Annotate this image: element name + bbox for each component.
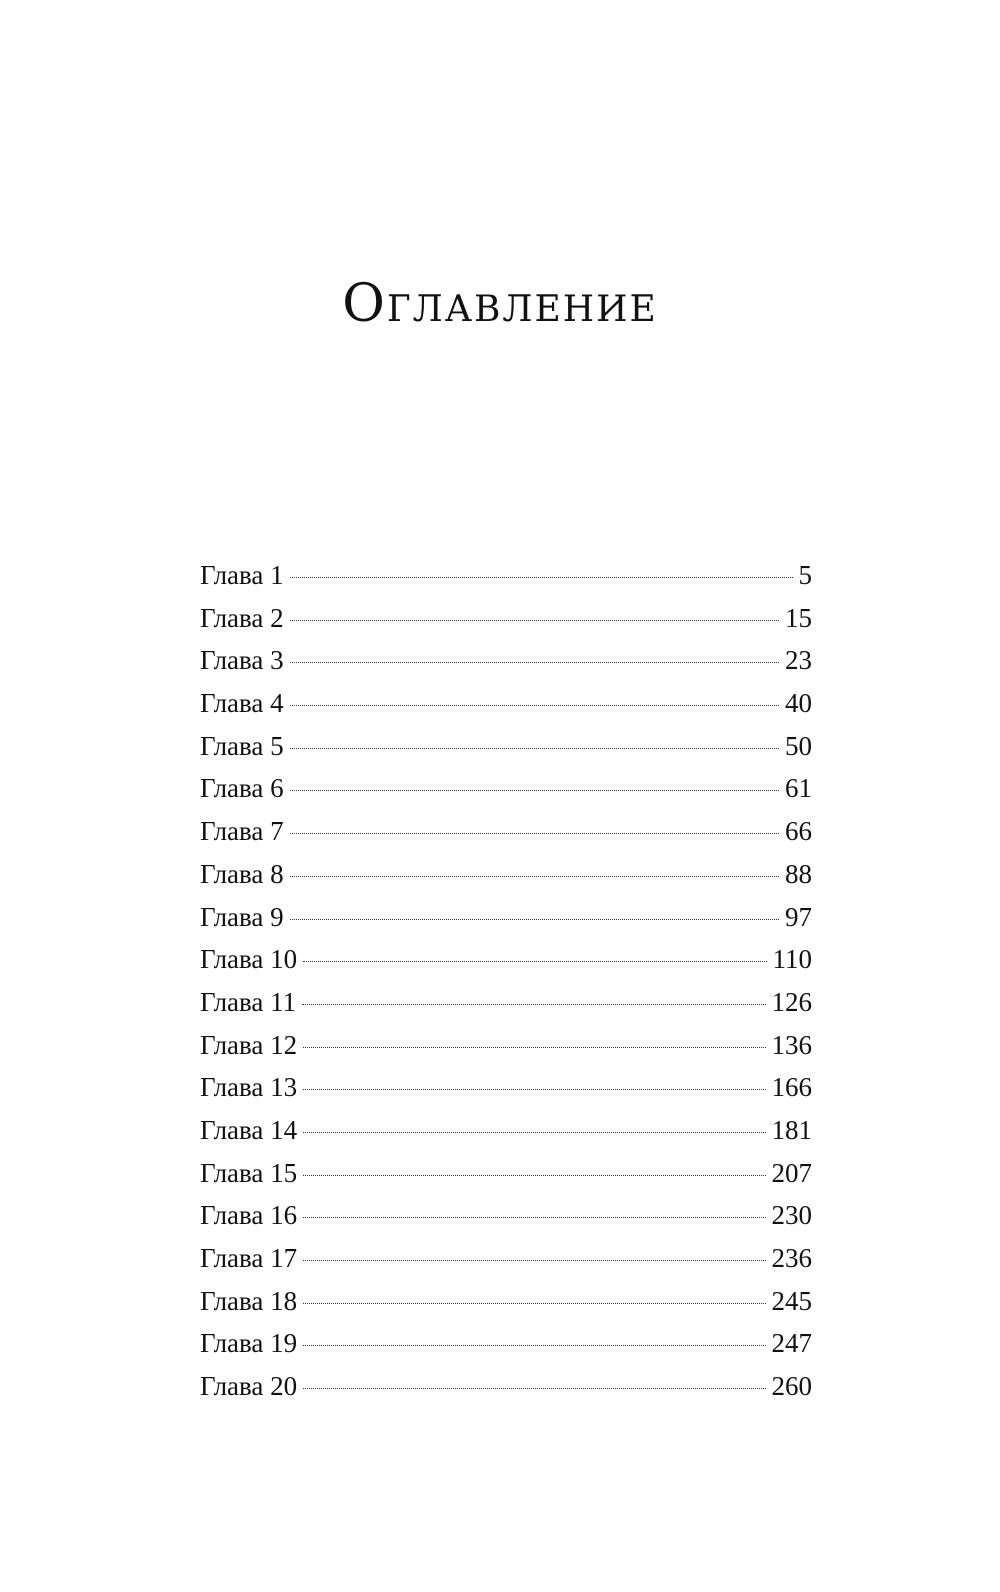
toc-entry-label: Глава 15 — [200, 1157, 298, 1188]
toc-entry[interactable] — [200, 1024, 812, 1067]
toc-entry-label: Глава 4 — [200, 688, 284, 719]
dot-leader — [290, 875, 779, 877]
toc-entry[interactable] — [200, 597, 812, 640]
dot-leader — [290, 576, 793, 578]
toc-entry-page-number: 23 — [785, 645, 812, 676]
dot-leader — [303, 1216, 765, 1218]
toc-entry-label: Глава 20 — [200, 1371, 298, 1402]
toc-entry[interactable] — [200, 725, 812, 768]
toc-entry-page-number: 15 — [785, 602, 812, 633]
dot-leader — [290, 747, 779, 749]
dot-leader — [303, 1259, 765, 1261]
toc-entry-label: Глава 16 — [200, 1200, 298, 1231]
dot-leader — [290, 704, 779, 706]
dot-leader — [303, 1131, 765, 1133]
dot-leader — [303, 1344, 765, 1346]
toc-entry[interactable] — [200, 682, 812, 725]
toc-entry[interactable] — [200, 1109, 812, 1152]
toc-entry[interactable] — [200, 1322, 812, 1365]
toc-entry-label: Глава 10 — [200, 944, 298, 975]
dot-leader — [303, 1387, 765, 1389]
page-title: Оглавление — [342, 274, 658, 334]
toc-entry[interactable] — [200, 639, 812, 682]
toc-entry-label: Глава 1 — [200, 560, 284, 590]
toc-entry-label: Глава 8 — [200, 858, 284, 889]
toc-entry-page-number: 110 — [772, 944, 812, 975]
toc-entry-page-number: 247 — [771, 1328, 812, 1359]
toc-entry[interactable] — [200, 981, 812, 1024]
toc-entry-label: Глава 11 — [200, 986, 297, 1017]
toc-entry-label: Глава 18 — [200, 1285, 298, 1316]
dot-leader — [290, 832, 779, 834]
toc-entry-page-number: 40 — [785, 688, 812, 719]
toc-entry-page-number: 230 — [771, 1200, 812, 1231]
dot-leader — [303, 1302, 765, 1304]
toc-entry[interactable] — [200, 1365, 812, 1408]
toc-entry-page-number: 61 — [785, 773, 812, 804]
toc-entry-page-number: 88 — [785, 858, 812, 889]
toc-entry-page-number: 126 — [771, 986, 812, 1017]
toc-entry[interactable] — [200, 1194, 812, 1237]
toc-entry[interactable] — [200, 896, 812, 939]
toc-entry[interactable] — [200, 810, 812, 853]
toc-entry[interactable] — [200, 938, 812, 981]
dot-leader — [303, 1174, 765, 1176]
dot-leader — [290, 789, 779, 791]
dot-leader — [290, 661, 779, 663]
toc-entry-label: Глава 12 — [200, 1029, 298, 1060]
dot-leader — [303, 960, 766, 962]
dot-leader — [290, 619, 779, 621]
dot-leader — [303, 1046, 765, 1048]
toc-entry[interactable] — [200, 767, 812, 810]
toc-entry-label: Глава 6 — [200, 773, 284, 804]
toc-entry-page-number: 236 — [771, 1243, 812, 1273]
toc-entry-page-number: 5 — [798, 560, 812, 590]
toc-entry-label: Глава 9 — [200, 901, 284, 932]
toc-entry[interactable] — [200, 1237, 812, 1280]
toc-entry[interactable] — [200, 1066, 812, 1109]
toc-entry-page-number: 260 — [771, 1371, 812, 1402]
toc-entry-label: Глава 2 — [200, 602, 284, 633]
toc-entry-page-number: 136 — [771, 1029, 812, 1060]
toc-entry-page-number: 50 — [785, 730, 812, 761]
toc-entry[interactable] — [200, 1152, 812, 1195]
toc-entry-label: Глава 19 — [200, 1328, 298, 1359]
dot-leader — [302, 1003, 765, 1005]
toc-entry-label: Глава 7 — [200, 816, 284, 847]
toc-entry-label: Глава 17 — [200, 1243, 298, 1273]
toc-entry-page-number: 166 — [771, 1072, 812, 1103]
toc-entry[interactable] — [200, 1280, 812, 1323]
dot-leader — [290, 918, 779, 920]
toc-entry-page-number: 207 — [771, 1157, 812, 1188]
toc-entry-page-number: 181 — [771, 1114, 812, 1145]
toc-entry-label: Глава 13 — [200, 1072, 298, 1103]
dot-leader — [303, 1088, 765, 1090]
table-of-contents — [200, 554, 812, 1408]
toc-entry-label: Глава 3 — [200, 645, 284, 676]
toc-entry-label: Глава 14 — [200, 1114, 298, 1145]
toc-entry-page-number: 245 — [771, 1285, 812, 1316]
toc-entry-page-number: 97 — [785, 901, 812, 932]
toc-entry[interactable] — [200, 853, 812, 896]
toc-entry[interactable] — [200, 554, 812, 597]
toc-entry-page-number: 66 — [785, 816, 812, 847]
toc-entry-label: Глава 5 — [200, 730, 284, 761]
